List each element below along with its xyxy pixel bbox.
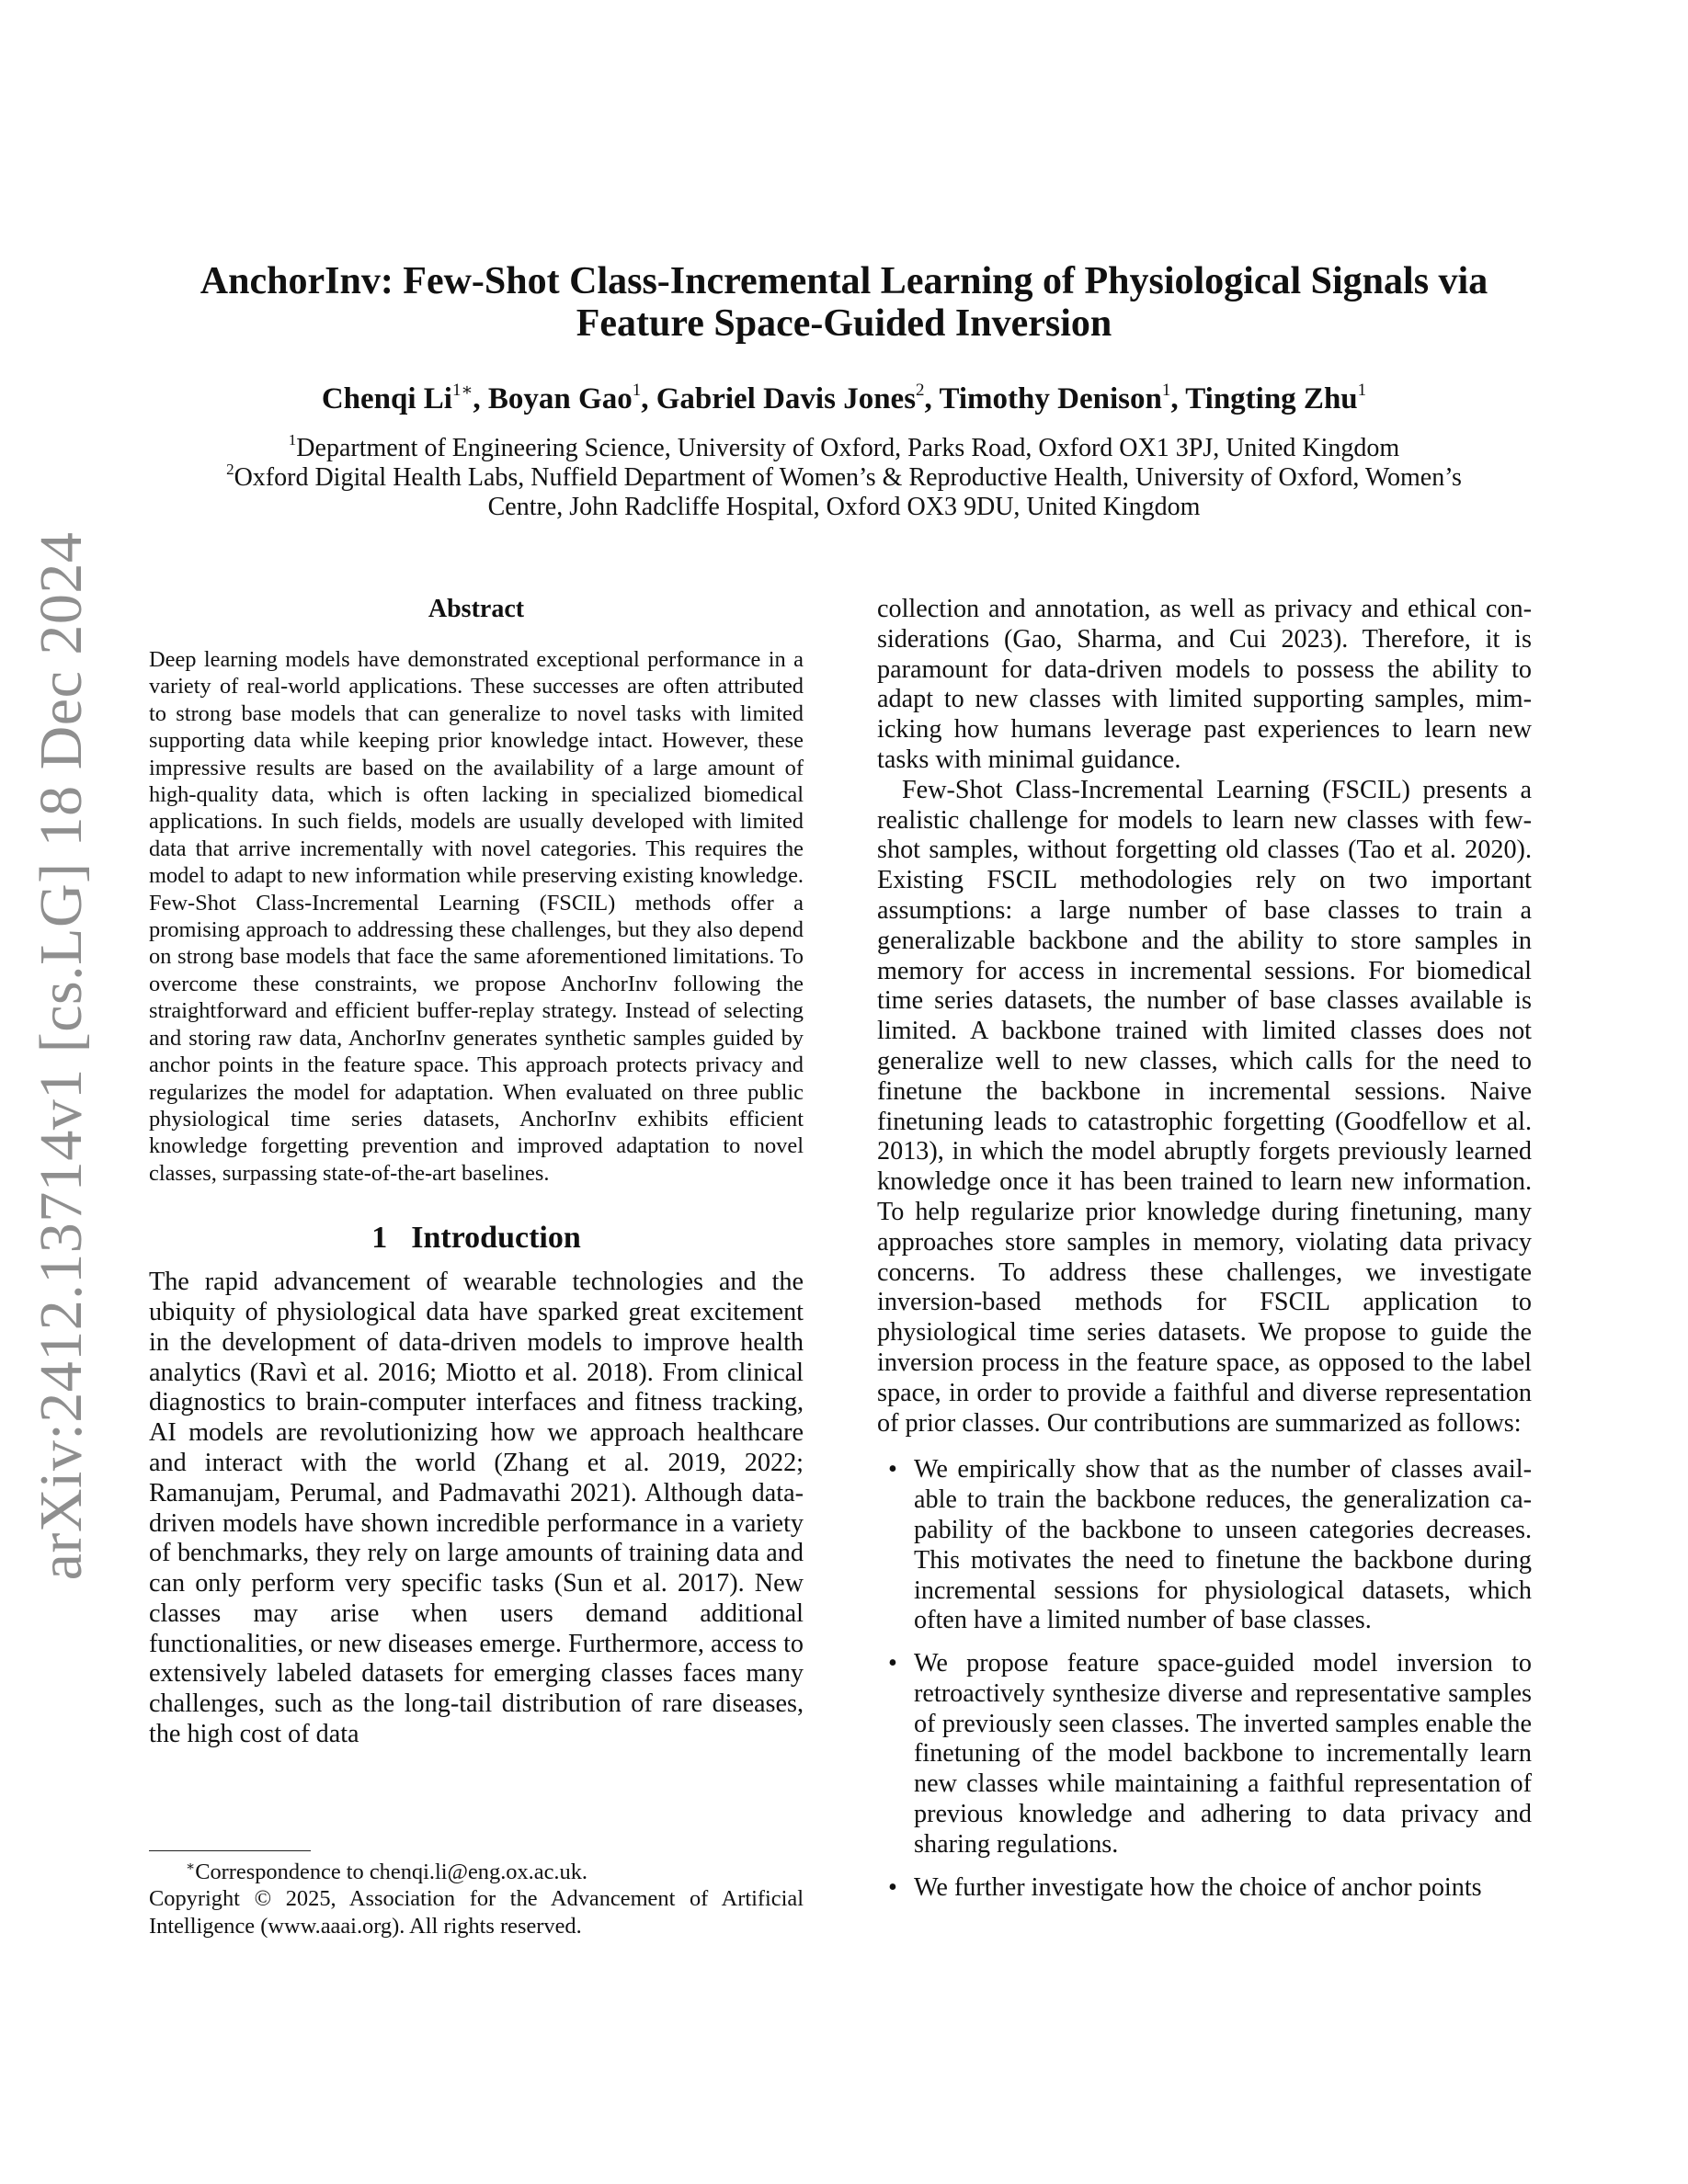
abstract-heading: Abstract	[428, 595, 525, 623]
author-affiliation-marker: 1∗	[451, 381, 473, 400]
author-list: Chenqi $Li^{1∗}$, Boyan Gao$^1$, Gabriel Davis Jones$^2$, Timothy Denison$^1$, Tingting Zhu$^1$	[321, 381, 1367, 415]
author-name: Gabriel Davis Jones	[656, 382, 917, 415]
correspondence-footnote: ∗Correspondence to chenqi.li@eng.ox.ac.uk.	[186, 1860, 588, 1884]
section-number: 1	[371, 1221, 388, 1256]
left-column	[149, 595, 804, 1750]
arxiv-identifier: arXiv:2412.13714v1 [cs.LG] 18 Dec 2024	[28, 531, 95, 1581]
abstract-text: Deep learning models have demonstrated exceptional performance in a variety of real-world applications. These successes are often attributed to strong base models that can generalize to novel tasks with limited supporting data while keeping prior knowledge intact. However, these impressive results are based on the availability of a large amount of high-quality data, which is often lacking in specialized biomedical applications. In such fields, models are usually developed with limited data that arrive incrementally with novel categories. This requires the model to adapt to new information while preserving existing knowledge. Few-Shot Class-Incremental Learning (FSCIL) methods offer a promising approach to addressing these challenges, but they also depend on strong base models that face the same aforementioned limitations. To overcome these constraints, we propose AnchorInv following the straightforward and efficient buffer-replay strategy. Instead of selecting and storing raw data, AnchorInv generates synthetic samples guided by anchor points in the feature space. This approach protects privacy and regularizes the model for adaptation. When evaluated on three public physiological time series datasets, AnchorInv exhibits efficient knowledge forgetting prevention and improved adaptation to novel classes, surpassing state-of-the-art baselines.	[149, 647, 804, 1186]
footnote-divider	[149, 1850, 311, 1851]
bullet-icon: •	[888, 1872, 897, 1902]
author-name: Timothy Denison	[939, 382, 1162, 415]
paper-title	[147, 260, 1541, 345]
affiliation-2: $^2$Oxford Digital Health Labs, Nuffield Department of Women’s & Reproductive Health, University of Oxford, Women’s	[226, 461, 1462, 492]
paper-title-line-1: AnchorInv: Few-Shot Class-Incremental Learning of Physiological Signals via	[200, 260, 1488, 302]
list-item	[877, 1455, 1532, 1636]
contribution-text: We further investigate how the choice of anchor points	[914, 1872, 1482, 1902]
author-affiliation-marker: 1	[1357, 381, 1367, 400]
affiliation-1: $^1$Department of Engineering Science, University of Oxford, Parks Road, Oxford OX1 3PJ, United Kingdom	[288, 431, 1400, 462]
right-column	[877, 595, 1532, 1916]
author-affiliation-marker: 1	[632, 381, 642, 400]
contribution-text: We propose feature space-guided model inversion to retroactively synthesize diverse and representative samples of previously seen classes. The inverted samples enable the finetuning of the model backbone to incrementally learn new classes while maintaining a faithful representation of previous knowledge and adhering to data privacy and sharing regulations.	[914, 1649, 1532, 1859]
intro-paragraph-1-part-a: The rapid advancement of wearable technologies and the ubiquity of physiological data have sparked great excitement in the development of data-driven models to improve health analytics (Ravì et al. 2016; Miotto et al. 2018). From clinical diagnostics to brain-computer interfaces and fitness tracking, AI models are revolutionizing how we approach healthcare and interact with the world (Zhang et al. 2019, 2022; Ramanujam, Perumal, and Padmavathi 2021). Although data-driven models have shown incredible performance in a variety of benchmarks, they rely on large amounts of training data and can only perform very specific tasks (Sun et al. 2017). New classes may arise when users demand additional functionalities, or new diseases emerge. Furthermore, access to extensively labeled datasets for emerging classes faces many challenges, such as the long-tail distribution of rare diseases, the high cost of data	[149, 1268, 804, 1749]
author-name: Tingting Zhu	[1185, 382, 1358, 415]
copyright-notice: Copyright © 2025, Association for the Advancement of Artificial Intelligence (www.aaai.org). All rights reserved.	[149, 1886, 804, 1939]
contribution-list	[877, 1455, 1532, 1903]
author-name: Chenqi Li	[321, 382, 452, 415]
author-affiliation-marker: 2	[916, 381, 925, 400]
section-heading-introduction	[149, 1220, 804, 1257]
arxiv-identifier-stamp	[0, 0, 129, 2184]
paper-title-line-2: Feature Space-Guided Inversion	[576, 302, 1112, 345]
bullet-icon: •	[888, 1649, 897, 1678]
author-affiliation-marker: 1	[1161, 381, 1171, 400]
list-item	[877, 1873, 1532, 1904]
affiliation-block	[147, 431, 1541, 522]
intro-paragraph-1-part-b: collection and annotation, as well as privacy and ethical considerations (Gao, Sharma, and Cui 2023). Therefore, it is paramount for data-driven models to possess the ability to adapt to new classes with limited supporting samples, mimicking how humans leverage past experiences to learn new tasks with minimal guidance.	[877, 595, 1532, 774]
contribution-text: We empirically show that as the number of classes available to train the backbone reduces, the generalization capability of the backbone to unseen categories decreases. This motivates the need to finetune the backbone during incremental sessions for physiological datasets, which often have a limited number of base classes.	[914, 1455, 1532, 1635]
author-name: Boyan Gao	[487, 382, 633, 415]
bullet-icon: •	[888, 1455, 897, 1484]
list-item	[877, 1649, 1532, 1860]
intro-paragraph-2: Few-Shot Class-Incremental Learning (FSCIL) presents a realistic challenge for models to learn new classes with few-shot samples, without forgetting old classes (Tao et al. 2020). Existing FSCIL methodologies rely on two important assumptions: a large number of base classes to train a generalizable backbone and the ability to store samples in memory for access in incremental sessions. For biomedical time series datasets, the number of base classes available is limited. A backbone trained with limited classes does not generalize well to new classes, which calls for the need to finetune the backbone in incremental sessions. Naive finetuning leads to catastrophic forgetting (Goodfellow et al. 2013), in which the model abruptly forgets previously learned knowledge once it has been trained to learn new information. To help regularize prior knowledge during finetuning, many approaches store samples in memory, violating data privacy concerns. To address these challenges, we investigate inversion-based methods for FSCIL application to physiological time series datasets. We propose to guide the inversion process in the feature space, as opposed to the label space, in order to provide a faithful and diverse representation of prior classes. Our contributions are summarized as follows:	[877, 775, 1532, 1438]
section-title: Introduction	[411, 1221, 581, 1256]
affiliation-2-continued: Centre, John Radcliffe Hospital, Oxford OX3 9DU, United Kingdom	[487, 493, 1201, 521]
footnote-block	[149, 1859, 804, 1939]
